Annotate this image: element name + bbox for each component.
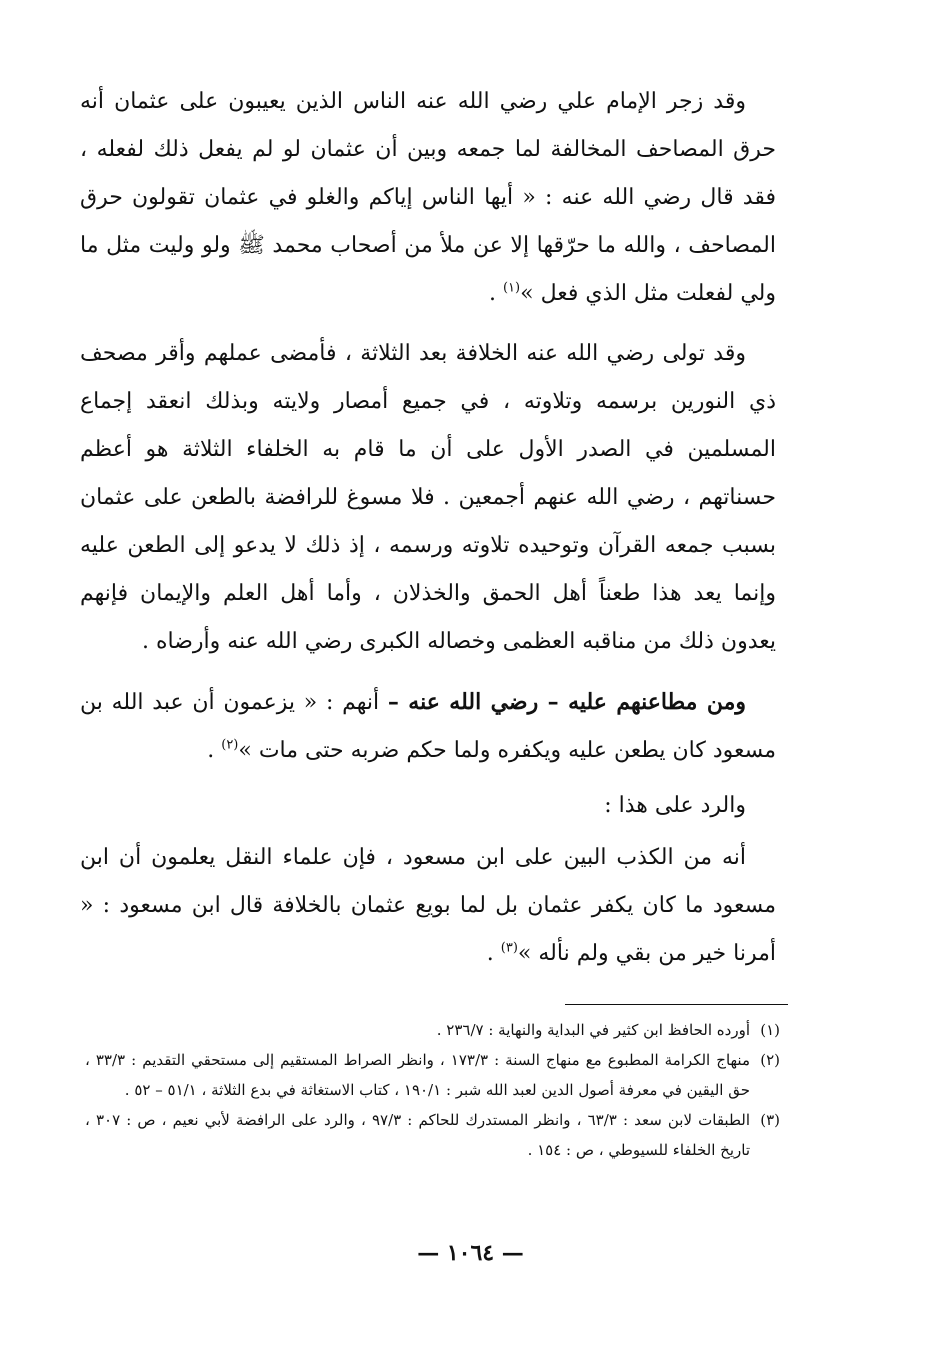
paragraph-3-lead: ومن مطاعنهم عليه – رضي الله عنه – <box>387 689 746 715</box>
paragraph-1 <box>80 78 776 318</box>
paragraph-3 <box>80 678 776 775</box>
paragraph-2-text: وقد تولى رضي الله عنه الخلافة بعد الثلاثة ، فأمضى عملهم وأقر مصحف ذي النورين برسمه وتلاوته ، في جميع أمصار ولايته وبذلك انعقد إجماع المسلمين في الصدر الأول على أن ما قام به الخلفاء الثلاثة هو أعظم حسناتهم ، رضي الله عنهم أجمعين . فلا مسوغ للرافضة بالطعن على عثمان بسبب جمعه القرآن وتوحيده تلاوته ورسمه ، إذ ذلك لا يدعو إلى الطعن عليه وإنما يعد هذا طعناً أهل الحمق والخذلان ، وأما أهل العلم والإيمان فإنهم يعدون ذلك من مناقبه العظمى وخصاله الكبرى رضي الله عنه وأرضاه . <box>80 341 776 654</box>
footnote-number: (٣) <box>760 1111 780 1129</box>
paragraph-1-tail: . <box>488 281 503 306</box>
footnote-text: منهاج الكرامة المطبوع مع منهاج السنة : ١٧٣/٣ ، وانظر الصراط المستقيم إلى مستحقي التقديم : ٣٣/٣ ، حق اليقين في معرفة أصول الدين لعبد الله شبر : ١٩٠/١ ، كتاب الاستغاثة في بدع الثلاثة ، ٥١/١ – ٥٢ . <box>85 1051 750 1099</box>
paragraph-3-tail: . <box>207 738 222 763</box>
footnote-ref-2[interactable]: (٢) <box>221 737 239 753</box>
paragraph-2 <box>80 330 776 666</box>
paragraph-5-tail: . <box>486 941 501 966</box>
page-number: — ١٠٦٤ — <box>417 1240 524 1266</box>
paragraph-5-text: أنه من الكذب البين على ابن مسعود ، فإن علماء النقل يعلمون أن ابن مسعود ما كان يكفر عثمان بل لما بويع عثمان بالخلافة قال ابن مسعود : « أمرنا خير من بقي ولم نأله » <box>80 845 776 966</box>
footnotes <box>85 1015 780 1165</box>
footnote-1 <box>85 1015 780 1045</box>
footnote-text: الطبقات لابن سعد : ٦٣/٣ ، وانظر المستدرك للحاكم : ٩٧/٣ ، والرد على الرافضة لأبي نعيم ، ص : ٣٠٧ ، تاريخ الخلفاء للسيوطي ، ص : ١٥٤ . <box>85 1111 750 1159</box>
paragraph-4 <box>80 782 776 830</box>
footnote-divider <box>565 1004 788 1005</box>
footnote-2 <box>85 1045 780 1105</box>
footnote-number: (٢) <box>760 1051 780 1069</box>
paragraph-1-text: وقد زجر الإمام علي رضي الله عنه الناس الذين يعيبون على عثمان أنه حرق المصاحف المخالفة لما جمعه وبين أن عثمان لو لم يفعل ذلك لفعله ، فقد قال رضي الله عنه : « أيها الناس إياكم والغلو في عثمان تقولون حرق المصاحف ، والله ما حرّقها إلا عن ملأ من أصحاب محمد ﷺ ولو وليت مثل ما ولي لفعلت مثل الذي فعل » <box>80 89 776 306</box>
footnote-3 <box>85 1105 780 1165</box>
footnote-ref-1[interactable]: (١) <box>502 280 521 296</box>
paragraph-4-text: والرد على هذا : <box>604 793 746 818</box>
footnote-text: أورده الحافظ ابن كثير في البداية والنهاية : ٢٣٦/٧ . <box>436 1021 750 1039</box>
paragraph-5 <box>80 834 776 978</box>
footnote-ref-3[interactable]: (٣) <box>500 940 518 956</box>
footnote-number: (١) <box>760 1021 780 1039</box>
paragraph-3-text: أنهم : « يزعمون أن عبد الله بن مسعود كان يطعن عليه ويكفره ولما حكم ضربه حتى مات » <box>80 690 776 763</box>
